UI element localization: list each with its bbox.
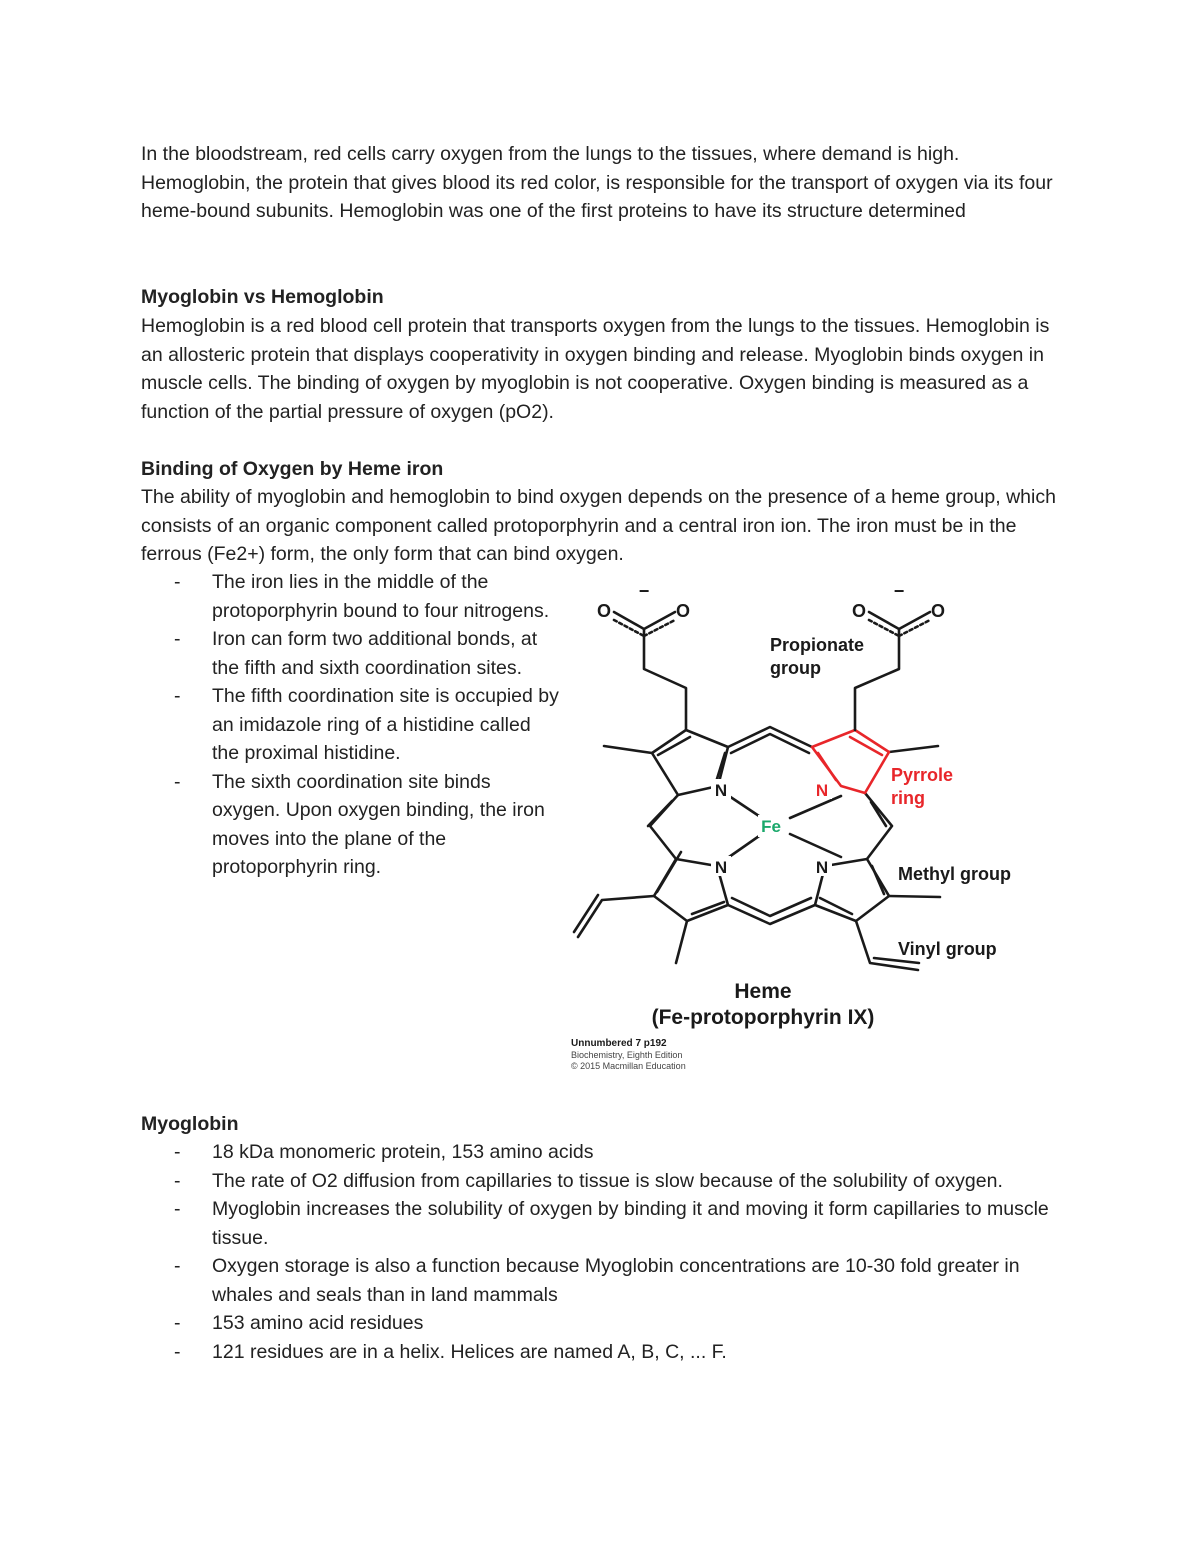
list-item: - The iron lies in the middle of the protoporphyrin bound to four nitrogens. xyxy=(141,568,561,625)
list-item: - The sixth coordination site binds oxygen. Upon oxygen binding, the iron moves into the plane of the protoporphyrin ring. xyxy=(141,768,561,882)
right-propionate-chain xyxy=(855,612,930,730)
figure-credit: © 2015 Macmillan Education xyxy=(571,1061,686,1071)
bullet-dash: - xyxy=(174,1340,181,1363)
bullet-dash: - xyxy=(174,770,181,793)
oxygen-atom: O xyxy=(851,601,867,621)
propionate-label: group xyxy=(770,658,821,678)
oxygen-atom: O xyxy=(930,601,946,621)
bullet-dash: - xyxy=(174,628,181,650)
vinyl-group-label: Vinyl group xyxy=(898,939,997,959)
bullet-dash: - xyxy=(174,1141,181,1163)
oxygen-atom: O xyxy=(675,601,691,621)
bullet-dash: - xyxy=(174,1198,181,1220)
heading-binding-of-oxygen: Binding of Oxygen by Heme iron xyxy=(141,458,444,480)
bullet-dash: - xyxy=(174,1169,181,1192)
methyl-group-label: Methyl group xyxy=(898,864,1011,884)
list-item: - The fifth coordination site is occupied by an imidazole ring of a histidine called the proximal histidine. xyxy=(141,682,561,768)
list-item: - 121 residues are in a helix. Helices are named A, B, C, ... F. xyxy=(141,1338,1061,1367)
bullet-dash: - xyxy=(174,1255,181,1277)
binding-of-oxygen-paragraph: The ability of myoglobin and hemoglobin to bind oxygen depends on the presence of a heme group, which consists of an organic component called protoporphyrin and a central iron ion. The iron must be in the ferrous (Fe2+) form, the only form that can bind oxygen. xyxy=(141,486,1056,565)
list-item: - 18 kDa monomeric protein, 153 amino acids xyxy=(141,1138,1061,1167)
oxygen-atom: O xyxy=(596,601,612,621)
nitrogen-atom: N xyxy=(714,781,728,800)
binding-bullet-list xyxy=(141,568,561,882)
figure-subtitle: (Fe-protoporphyrin IX) xyxy=(651,1006,875,1029)
figure-annotations xyxy=(571,635,1011,1049)
heading-myoglobin-vs-hemoglobin: Myoglobin vs Hemoglobin xyxy=(141,286,384,308)
figure-credits xyxy=(571,1050,686,1071)
negative-charge: − xyxy=(893,581,905,601)
heading-myoglobin: Myoglobin xyxy=(141,1113,239,1135)
heme-structure-figure xyxy=(555,575,1055,1080)
iron-atom: Fe xyxy=(761,817,781,836)
list-item: - 153 amino acid residues xyxy=(141,1309,1061,1338)
propionate-label: Propionate xyxy=(770,635,865,655)
intro-paragraph: In the bloodstream, red cells carry oxygen from the lungs to the tissues, where demand is high. Hemoglobin, the protein that gives blood its red color, is responsible for the transport of oxygen via its four heme-bound subunits. Hemoglobin was one of the first proteins to have its structure determined xyxy=(141,143,1053,222)
pyrrole-label: Pyrrole xyxy=(891,765,954,785)
myoglobin-bullet-list xyxy=(141,1138,1061,1366)
nitrogen-atom: N xyxy=(815,858,829,877)
bullet-dash: - xyxy=(174,1312,181,1334)
negative-charge: − xyxy=(638,581,650,601)
figure-credit: Unnumbered 7 p192 xyxy=(571,1038,667,1049)
figure-credit: Biochemistry, Eighth Edition xyxy=(571,1050,683,1060)
list-item: - The rate of O2 diffusion from capillaries to tissue is slow because of the solubility of oxygen. xyxy=(141,1167,1061,1196)
pyrrole-label: ring xyxy=(891,788,925,808)
figure-title: Heme xyxy=(734,980,792,1003)
list-item: - Iron can form two additional bonds, at the fifth and sixth coordination sites. xyxy=(141,625,561,682)
list-item: - Myoglobin increases the solubility of oxygen by binding it and moving it form capillaries to muscle tissue. xyxy=(141,1195,1061,1252)
heme-bonds xyxy=(574,612,940,970)
nitrogen-atom: N xyxy=(714,858,728,877)
bullet-dash: - xyxy=(174,571,181,593)
list-item: - Oxygen storage is also a function because Myoglobin concentrations are 10-30 fold greater in whales and seals than in land mammals xyxy=(141,1252,1061,1309)
myoglobin-vs-hemoglobin-paragraph: Hemoglobin is a red blood cell protein that transports oxygen from the lungs to the tissues. Hemoglobin is an allosteric protein that displays cooperativity in oxygen binding and release. Myoglobin binds oxygen in muscle cells. The binding of oxygen by myoglobin is not cooperative. Oxygen binding is measured as a function of the partial pressure of oxygen (pO2). xyxy=(141,315,1050,423)
bullet-dash: - xyxy=(174,685,181,707)
nitrogen-atom: N xyxy=(815,781,829,800)
